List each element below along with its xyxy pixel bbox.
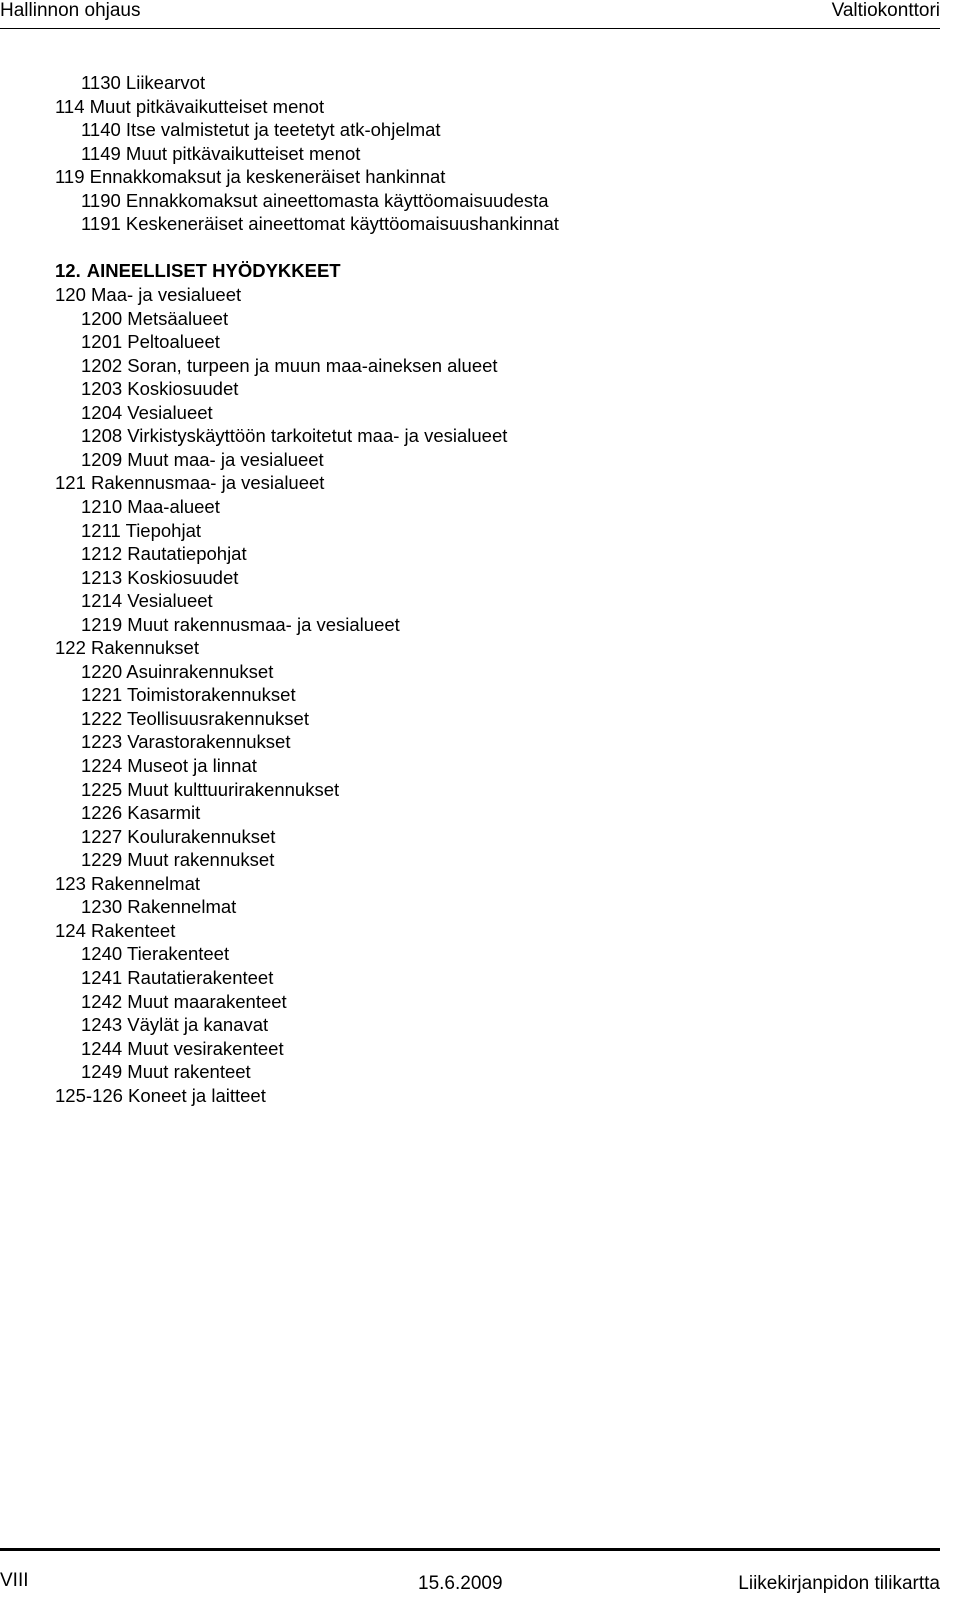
page-number: VIII: [0, 1570, 29, 1591]
account-row: 1241 Rautatierakenteet: [81, 966, 274, 988]
account-row: 1230 Rakennelmat: [81, 896, 237, 918]
account-row: 1220 Asuinrakennukset: [81, 660, 274, 682]
page-footer: [0, 1548, 960, 1605]
account-row: 1221 Toimistorakennukset: [81, 684, 296, 706]
account-row: 1203 Koskiosuudet: [81, 378, 239, 400]
account-row: 123 Rakennelmat: [55, 872, 201, 894]
account-row: 1190 Ennakkomaksut aineettomasta käyttöomaisuudesta: [81, 189, 549, 211]
account-row: 125-126 Koneet ja laitteet: [55, 1084, 266, 1106]
account-row: 1226 Kasarmit: [81, 802, 201, 824]
account-row: 1222 Teollisuusrakennukset: [81, 707, 309, 729]
account-row: 124 Rakenteet: [55, 919, 176, 941]
account-row: 121 Rakennusmaa- ja vesialueet: [55, 472, 325, 494]
account-row: 1209 Muut maa- ja vesialueet: [81, 448, 324, 470]
account-row: 1227 Koulurakennukset: [81, 825, 276, 847]
account-row: 1249 Muut rakenteet: [81, 1061, 251, 1083]
account-row: 122 Rakennukset: [55, 637, 199, 659]
account-row: 1229 Muut rakennukset: [81, 849, 275, 871]
section-title: AINEELLISET HYÖDYKKEET: [86, 260, 341, 281]
account-row: 1140 Itse valmistetut ja teetetyt atk-ohjelmat: [81, 119, 441, 141]
footer-document-title: Liikekirjanpidon tilikartta: [738, 1573, 940, 1594]
header-rule: [0, 28, 940, 29]
page-header: [0, 0, 960, 28]
account-row: 1208 Virkistyskäyttöön tarkoitetut maa- ja vesialueet: [81, 425, 508, 447]
account-row: 1200 Metsäalueet: [81, 307, 229, 329]
account-row: 1213 Koskiosuudet: [81, 566, 239, 588]
account-row: 1201 Peltoalueet: [81, 331, 220, 353]
account-row: 1240 Tierakenteet: [81, 943, 230, 965]
account-row: 1204 Vesialueet: [81, 401, 213, 423]
account-row: 1211 Tiepohjat: [81, 519, 202, 541]
account-row: 1130 Liikearvot: [81, 72, 206, 93]
header-org-unit: Hallinnon ohjaus: [0, 0, 141, 21]
account-row: 1202 Soran, turpeen ja muun maa-aineksen alueet: [81, 354, 498, 376]
footer-date: 15.6.2009: [418, 1573, 503, 1594]
footer-rule: [0, 1548, 940, 1551]
account-row: 1224 Museot ja linnat: [81, 755, 257, 776]
account-row: 1219 Muut rakennusmaa- ja vesialueet: [81, 613, 400, 635]
section-number: 12.: [55, 260, 81, 281]
account-row: 1214 Vesialueet: [81, 590, 213, 612]
account-row: 120 Maa- ja vesialueet: [55, 284, 242, 305]
account-row: 1149 Muut pitkävaikutteiset menot: [81, 142, 361, 164]
account-row: 1244 Muut vesirakenteet: [81, 1037, 284, 1059]
account-row: 1242 Muut maarakenteet: [81, 990, 287, 1012]
section-heading: [55, 260, 341, 282]
account-row: 119 Ennakkomaksut ja keskeneräiset hankinnat: [55, 166, 446, 188]
account-row: 1243 Väylät ja kanavat: [81, 1014, 269, 1036]
account-row: 1225 Muut kulttuurirakennukset: [81, 778, 340, 800]
account-row: 1191 Keskeneräiset aineettomat käyttöomaisuushankinnat: [81, 213, 559, 235]
account-row: 1223 Varastorakennukset: [81, 731, 291, 753]
header-organization: Valtiokonttori: [831, 0, 940, 21]
account-row: 1212 Rautatiepohjat: [81, 543, 247, 565]
account-row: 1210 Maa-alueet: [81, 495, 220, 517]
account-row: 114 Muut pitkävaikutteiset menot: [55, 95, 325, 117]
